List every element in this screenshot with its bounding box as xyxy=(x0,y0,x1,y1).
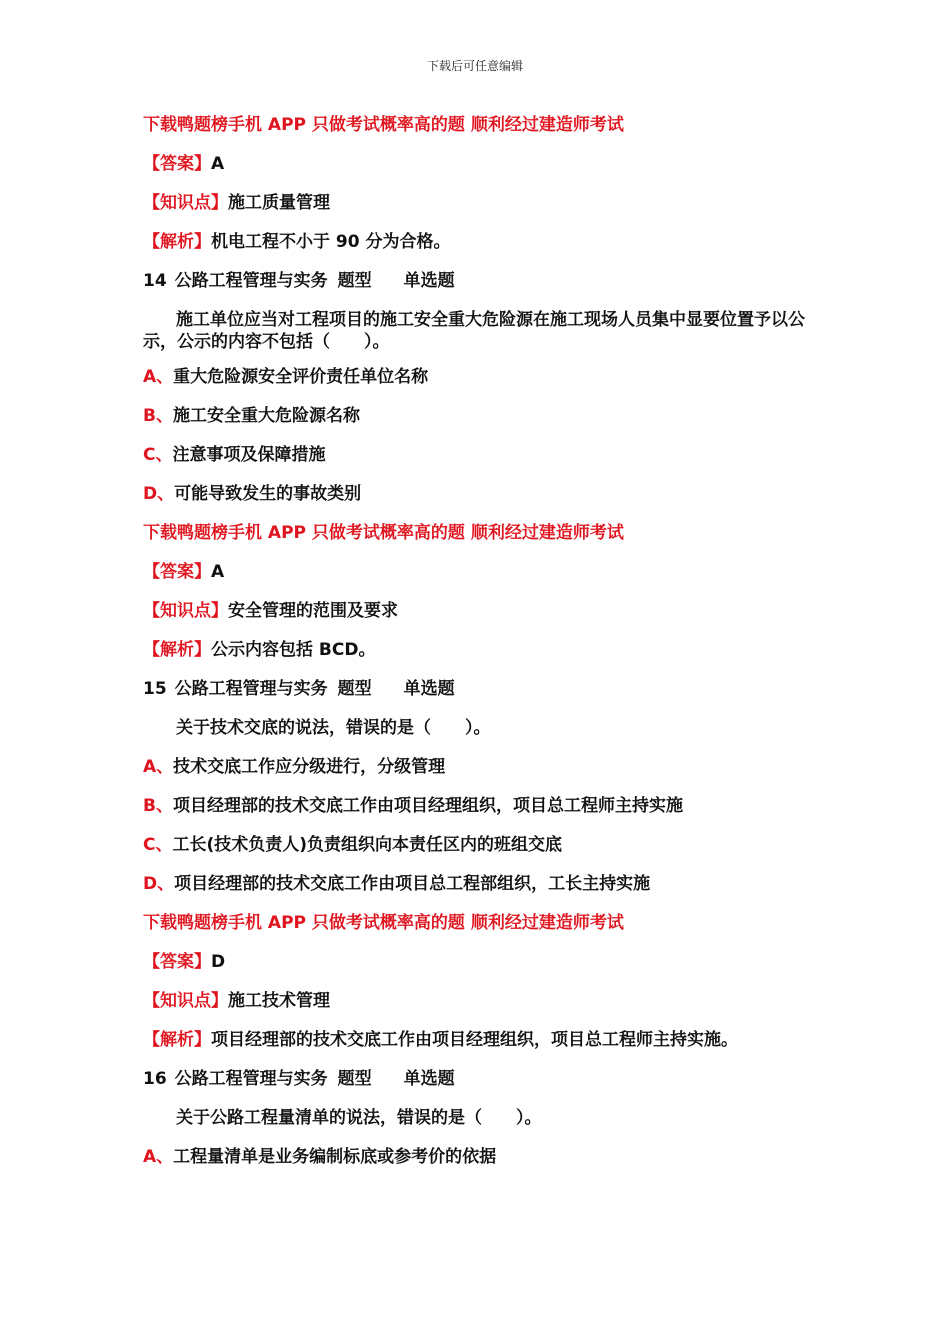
option-text: 项目经理部的技术交底工作由项目经理组织，项目总工程师主持实施 xyxy=(172,796,683,816)
option-b xyxy=(143,795,823,817)
option-text: 可能导致发生的事故类别 xyxy=(174,484,362,504)
answer-line xyxy=(143,561,823,583)
option-key: A、 xyxy=(143,757,174,777)
option-text: 项目经理部的技术交底工作由项目总工程部组织，工长主持实施 xyxy=(174,874,651,894)
question-type-label: 题型 xyxy=(337,679,372,699)
answer-label: 【答案】 xyxy=(143,952,211,972)
option-key: D、 xyxy=(143,484,175,504)
answer-label: 【答案】 xyxy=(143,562,211,582)
option-b xyxy=(143,405,823,427)
option-d xyxy=(143,873,823,895)
question-type-label: 题型 xyxy=(337,271,372,291)
promo-line: 下载鸭题榜手机 APP 只做考试概率高的题 顺利经过建造师考试 xyxy=(143,115,624,135)
option-text: 重大危险源安全评价责任单位名称 xyxy=(173,367,429,387)
option-d xyxy=(143,483,823,505)
answer-line xyxy=(143,951,823,973)
knowledge-line xyxy=(143,990,823,1012)
question-stem: 关于公路工程量清单的说法，错误的是（ ）。 xyxy=(176,1108,542,1128)
knowledge-value: 安全管理的范围及要求 xyxy=(228,601,398,621)
answer-value: A xyxy=(211,154,225,174)
option-key: A、 xyxy=(143,1147,174,1167)
question-number: 14 xyxy=(143,271,167,291)
question-number: 16 xyxy=(143,1069,167,1089)
option-c xyxy=(143,834,823,856)
analysis-line xyxy=(143,639,823,661)
page-header: 下载后可任意编辑 xyxy=(426,59,523,73)
question-header xyxy=(143,1068,823,1090)
answer-value: A xyxy=(211,562,225,582)
analysis-value: 公示内容包括 BCD。 xyxy=(211,640,376,660)
option-a xyxy=(143,366,823,388)
option-key: B、 xyxy=(143,796,173,816)
question-header xyxy=(143,270,823,292)
promo-line: 下载鸭题榜手机 APP 只做考试概率高的题 顺利经过建造师考试 xyxy=(143,523,624,543)
option-text: 注意事项及保障措施 xyxy=(172,445,326,465)
question-subject: 公路工程管理与实务 xyxy=(174,271,328,291)
option-text: 工程量清单是业务编制标底或参考价的依据 xyxy=(173,1147,497,1167)
question-header xyxy=(143,678,823,700)
answer-value: D xyxy=(211,952,226,972)
knowledge-label: 【知识点】 xyxy=(143,601,228,621)
question-stem: 关于技术交底的说法，错误的是（ ）。 xyxy=(176,718,491,738)
option-key: C、 xyxy=(143,445,173,465)
question-type: 单选题 xyxy=(403,679,455,699)
knowledge-value: 施工质量管理 xyxy=(228,193,330,213)
analysis-line xyxy=(143,231,823,253)
question-stem: 施工单位应当对工程项目的施工安全重大危险源在施工现场人员集中显要位置予以公示，公示的内容不包括（ ）。 xyxy=(143,310,805,352)
knowledge-value: 施工技术管理 xyxy=(228,991,330,1011)
question-subject: 公路工程管理与实务 xyxy=(174,1069,328,1089)
option-key: D、 xyxy=(143,874,175,894)
question-subject: 公路工程管理与实务 xyxy=(174,679,328,699)
analysis-line xyxy=(143,1029,823,1051)
knowledge-label: 【知识点】 xyxy=(143,193,228,213)
question-type-label: 题型 xyxy=(337,1069,372,1089)
analysis-label: 【解析】 xyxy=(143,232,211,252)
analysis-value: 项目经理部的技术交底工作由项目经理组织，项目总工程师主持实施。 xyxy=(211,1030,738,1050)
analysis-value: 机电工程不小于 90 分为合格。 xyxy=(211,232,451,252)
option-text: 工长(技术负责人)负责组织向本责任区内的班组交底 xyxy=(172,835,563,855)
option-a xyxy=(143,1146,823,1168)
knowledge-line xyxy=(143,192,823,214)
answer-line xyxy=(143,153,823,175)
promo-line: 下载鸭题榜手机 APP 只做考试概率高的题 顺利经过建造师考试 xyxy=(143,913,624,933)
question-type: 单选题 xyxy=(403,271,455,291)
option-key: B、 xyxy=(143,406,173,426)
option-a xyxy=(143,756,823,778)
option-text: 施工安全重大危险源名称 xyxy=(172,406,360,426)
knowledge-line xyxy=(143,600,823,622)
answer-label: 【答案】 xyxy=(143,154,211,174)
analysis-label: 【解析】 xyxy=(143,640,211,660)
analysis-label: 【解析】 xyxy=(143,1030,211,1050)
question-number: 15 xyxy=(143,679,167,699)
document-body xyxy=(143,114,823,1185)
knowledge-label: 【知识点】 xyxy=(143,991,228,1011)
question-type: 单选题 xyxy=(403,1069,455,1089)
option-c xyxy=(143,444,823,466)
option-key: A、 xyxy=(143,367,174,387)
option-key: C、 xyxy=(143,835,173,855)
option-text: 技术交底工作应分级进行，分级管理 xyxy=(173,757,446,777)
